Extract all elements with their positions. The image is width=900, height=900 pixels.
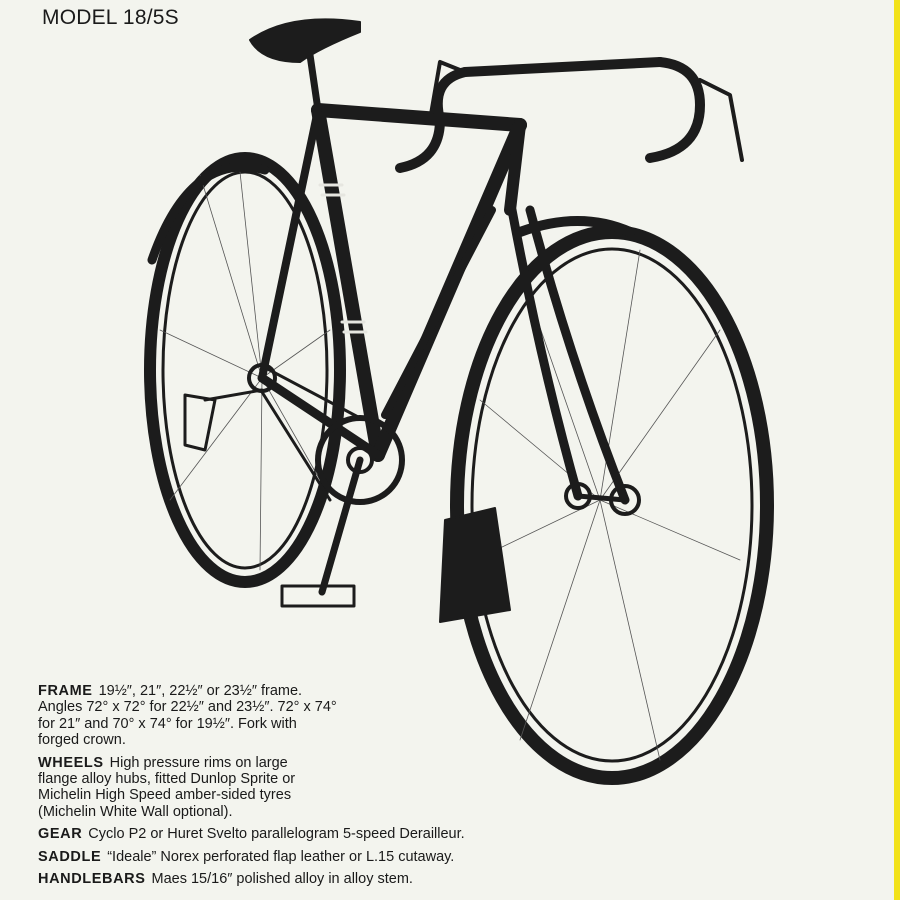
spec-gear [38, 826, 598, 842]
pedal [282, 586, 354, 606]
spec-wheels-line-3: Michelin High Speed amber-sided tyres [38, 787, 292, 804]
spec-gear-text: Cyclo P2 or Huret Svelto parallelogram 5-speed Derailleur. [88, 826, 465, 843]
spec-handlebars [38, 871, 598, 887]
rear-wheel [150, 158, 340, 582]
saddle [250, 19, 360, 62]
spec-frame-line-2: Angles 72° x 72° for 22½″ and 23½″. 72° x 74° [38, 699, 337, 716]
page-title: MODEL 18/5S [42, 6, 179, 29]
spec-frame-line-4: forged crown. [38, 732, 126, 749]
spec-frame-label: FRAME [38, 683, 93, 699]
specifications [38, 683, 598, 887]
spec-wheels-line-4: (Michelin White Wall optional). [38, 803, 233, 820]
spec-frame [38, 683, 598, 749]
spec-saddle [38, 849, 598, 865]
spec-gear-label: GEAR [38, 826, 83, 843]
spec-handlebars-label: HANDLEBARS [38, 871, 146, 888]
spec-handlebars-text: Maes 15/16″ polished alloy in alloy stem. [151, 871, 413, 888]
spec-frame-line-3: for 21″ and 70° x 74° for 19½″. Fork with [38, 715, 297, 732]
spec-frame-line-1: 19½″, 21″, 22½″ or 23½″ frame. [98, 683, 303, 699]
derailleur [185, 395, 215, 450]
mud-flap [440, 508, 510, 622]
spec-saddle-text: “Ideale” Norex perforated flap leather or L.15 cutaway. [107, 848, 455, 865]
spec-wheels-line-2: flange alloy hubs, fitted Dunlop Sprite or [38, 771, 296, 788]
seatpost [310, 55, 318, 110]
spec-wheels-label: WHEELS [38, 754, 104, 771]
spec-wheels [38, 755, 598, 821]
spec-saddle-label: SADDLE [38, 848, 102, 865]
spec-wheels-line-1: High pressure rims on large [109, 754, 288, 771]
